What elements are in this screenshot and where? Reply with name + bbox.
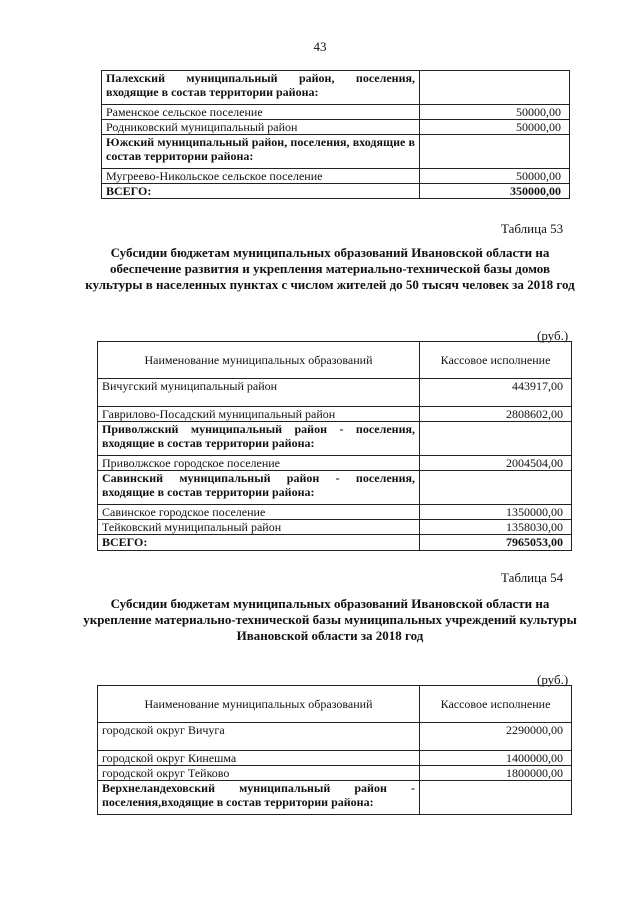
table-row bbox=[98, 379, 572, 407]
row-name: городской округ Вичуга bbox=[98, 723, 420, 751]
table-54-number: Таблица 54 bbox=[501, 570, 564, 585]
table-row bbox=[98, 723, 572, 751]
table-54-unit: (руб.) bbox=[537, 672, 569, 687]
table-53-number: Таблица 53 bbox=[501, 221, 564, 236]
row-amount: 443917,00 bbox=[420, 379, 572, 407]
row-amount bbox=[420, 422, 572, 456]
row-amount: 50000,00 bbox=[420, 169, 570, 184]
row-name: Палехский муниципальный район, поселения, входящие в состав территории района: bbox=[102, 71, 420, 105]
row-name: Вичугский муниципальный район bbox=[98, 379, 420, 407]
table-54-header-amount: Кассовое исполнение bbox=[420, 686, 572, 723]
table-53-unit: (руб.) bbox=[537, 328, 569, 343]
row-amount bbox=[420, 781, 572, 815]
row-amount: 1400000,00 bbox=[420, 751, 572, 766]
group-row bbox=[98, 422, 572, 456]
row-amount bbox=[420, 471, 572, 505]
row-amount: 2004504,00 bbox=[420, 456, 572, 471]
row-name: Савинский муниципальный район - поселения, входящие в состав территории района: bbox=[98, 471, 420, 505]
table-54-header-name: Наименование муниципальных образований bbox=[98, 686, 420, 723]
table-54-header-row bbox=[98, 686, 572, 723]
table-row bbox=[102, 105, 570, 120]
table-row bbox=[98, 456, 572, 471]
row-amount bbox=[420, 71, 570, 105]
total-row bbox=[102, 184, 570, 199]
total-label: ВСЕГО: bbox=[102, 184, 420, 199]
row-name: Мугреево-Никольское сельское поселение bbox=[102, 169, 420, 184]
row-amount: 1800000,00 bbox=[420, 766, 572, 781]
table-53-header-row bbox=[98, 342, 572, 379]
row-amount: 50000,00 bbox=[420, 105, 570, 120]
table-row bbox=[98, 505, 572, 520]
row-amount: 2808602,00 bbox=[420, 407, 572, 422]
table-row bbox=[98, 520, 572, 535]
total-row bbox=[98, 535, 572, 551]
row-name: Гаврилово-Посадский муниципальный район bbox=[98, 407, 420, 422]
row-name: Южский муниципальный район, поселения, входящие в состав территории района: bbox=[102, 135, 420, 169]
group-row bbox=[102, 71, 570, 105]
table-54-title: Субсидии бюджетам муниципальных образований Ивановской области на укрепление материально-технической базы муниципальных учреждений культуры Ивановской области за 2018 год bbox=[83, 596, 577, 643]
row-name: Приволжский муниципальный район - поселения, входящие в состав территории района: bbox=[98, 422, 420, 456]
row-name: городской округ Кинешма bbox=[98, 751, 420, 766]
row-name: Раменское сельское поселение bbox=[102, 105, 420, 120]
row-name: Тейковский муниципальный район bbox=[98, 520, 420, 535]
table-53 bbox=[97, 341, 572, 551]
table-53-title: Субсидии бюджетам муниципальных образований Ивановской области на обеспечение развития и укрепления материально-технической базы домов культуры в населенных пунктах с числом жителей до 50 тысяч человек за 2018 год bbox=[85, 245, 575, 292]
table-54 bbox=[97, 685, 572, 815]
group-row bbox=[98, 471, 572, 505]
table-53-header-amount: Кассовое исполнение bbox=[420, 342, 572, 379]
table-53-header-name: Наименование муниципальных образований bbox=[98, 342, 420, 379]
total-label: ВСЕГО: bbox=[98, 535, 420, 551]
row-amount: 1358030,00 bbox=[420, 520, 572, 535]
row-name: Приволжское городское поселение bbox=[98, 456, 420, 471]
total-amount: 350000,00 bbox=[420, 184, 570, 199]
table-row bbox=[98, 407, 572, 422]
group-row bbox=[102, 135, 570, 169]
table-row bbox=[98, 766, 572, 781]
table-row bbox=[102, 169, 570, 184]
row-name: Верхнеландеховский муниципальный район - поселения,входящие в состав территории района: bbox=[98, 781, 420, 815]
row-name: городской округ Тейково bbox=[98, 766, 420, 781]
page-number: 43 bbox=[313, 39, 327, 54]
row-amount bbox=[420, 135, 570, 169]
row-amount: 1350000,00 bbox=[420, 505, 572, 520]
group-row bbox=[98, 781, 572, 815]
table-row bbox=[98, 751, 572, 766]
table-top bbox=[101, 70, 570, 199]
row-name: Родниковский муниципальный район bbox=[102, 120, 420, 135]
total-amount: 7965053,00 bbox=[420, 535, 572, 551]
table-row bbox=[102, 120, 570, 135]
row-name: Савинское городское поселение bbox=[98, 505, 420, 520]
row-amount: 2290000,00 bbox=[420, 723, 572, 751]
row-amount: 50000,00 bbox=[420, 120, 570, 135]
